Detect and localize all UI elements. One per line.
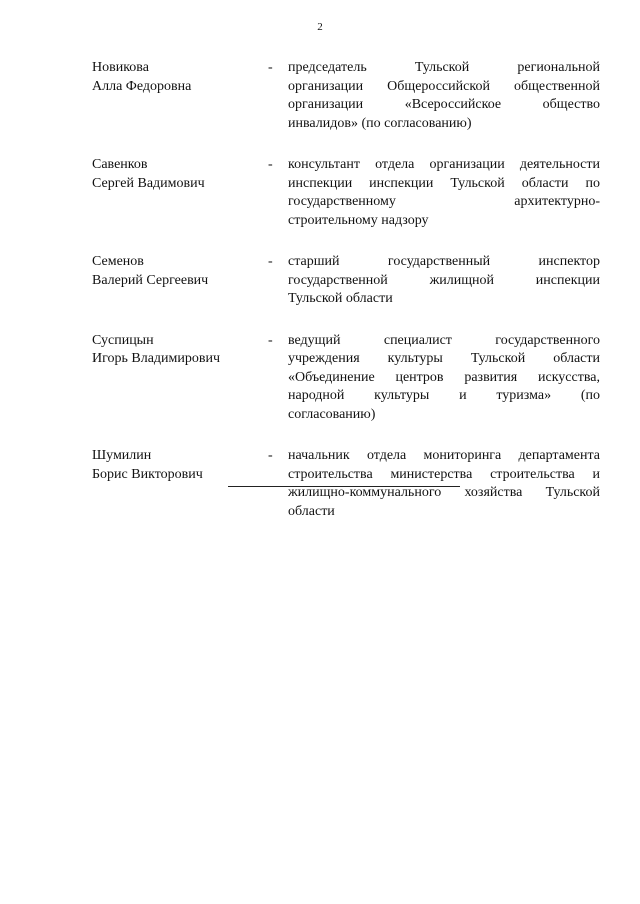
member-row xyxy=(92,156,600,230)
member-role xyxy=(288,156,600,230)
member-dash: - xyxy=(268,254,273,269)
member-given-names: Борис Викторович xyxy=(92,466,203,482)
role-line: председатель Тульской региональной xyxy=(288,60,600,75)
role-line: согласованию) xyxy=(288,406,376,422)
member-row xyxy=(92,332,600,425)
role-line: старший государственный инспектор xyxy=(288,254,600,269)
role-line: инспекции инспекции Тульской области по xyxy=(288,175,600,191)
member-given-names: Валерий Сергеевич xyxy=(92,272,209,288)
member-role xyxy=(288,253,600,309)
role-line: области xyxy=(288,503,335,519)
member-surname: Савенков xyxy=(92,157,148,172)
page-number: 2 xyxy=(317,21,323,33)
role-line: организации Общероссийской общественной xyxy=(288,78,600,94)
member-surname: Шумилин xyxy=(92,448,152,463)
member-given-names: Алла Федоровна xyxy=(92,78,192,94)
role-line: Тульской области xyxy=(288,291,393,306)
role-line: начальник отдела мониторинга департамента xyxy=(288,448,600,463)
role-line: учреждения культуры Тульской области xyxy=(288,351,600,366)
member-role xyxy=(288,59,600,133)
role-line: строительному надзору xyxy=(288,212,429,228)
role-line: государственному архитектурно- xyxy=(288,194,600,209)
member-row xyxy=(92,447,600,521)
member-given-names: Игорь Владимирович xyxy=(92,351,221,366)
role-line: государственной жилищной инспекции xyxy=(288,272,600,288)
role-line: инвалидов» (по согласованию) xyxy=(288,115,472,131)
role-line: ведущий специалист государственного xyxy=(288,332,600,348)
member-row xyxy=(92,59,600,133)
member-dash: - xyxy=(268,448,273,463)
member-list xyxy=(92,59,600,544)
member-row xyxy=(92,253,600,309)
role-line: народной культуры и туризма» (по xyxy=(288,388,600,403)
role-line: консультант отдела организации деятельности xyxy=(288,157,600,172)
member-role xyxy=(288,447,600,521)
member-name xyxy=(92,59,268,96)
role-line: «Объединение центров развития искусства, xyxy=(288,369,600,385)
member-name xyxy=(92,332,268,369)
member-dash: - xyxy=(268,157,273,172)
member-name xyxy=(92,447,268,484)
member-dash: - xyxy=(268,60,273,75)
member-surname: Семенов xyxy=(92,254,144,269)
member-given-names: Сергей Вадимович xyxy=(92,175,205,191)
member-dash: - xyxy=(268,332,273,348)
role-line: организации «Всероссийское общество xyxy=(288,97,600,112)
member-role xyxy=(288,332,600,425)
member-surname: Суспицын xyxy=(92,332,154,348)
role-line: жилищно-коммунального хозяйства Тульской xyxy=(288,485,600,500)
member-name xyxy=(92,253,268,290)
member-surname: Новикова xyxy=(92,60,149,75)
closing-rule xyxy=(228,486,460,487)
role-line: строительства министерства строительства и xyxy=(288,466,600,482)
member-name xyxy=(92,156,268,193)
